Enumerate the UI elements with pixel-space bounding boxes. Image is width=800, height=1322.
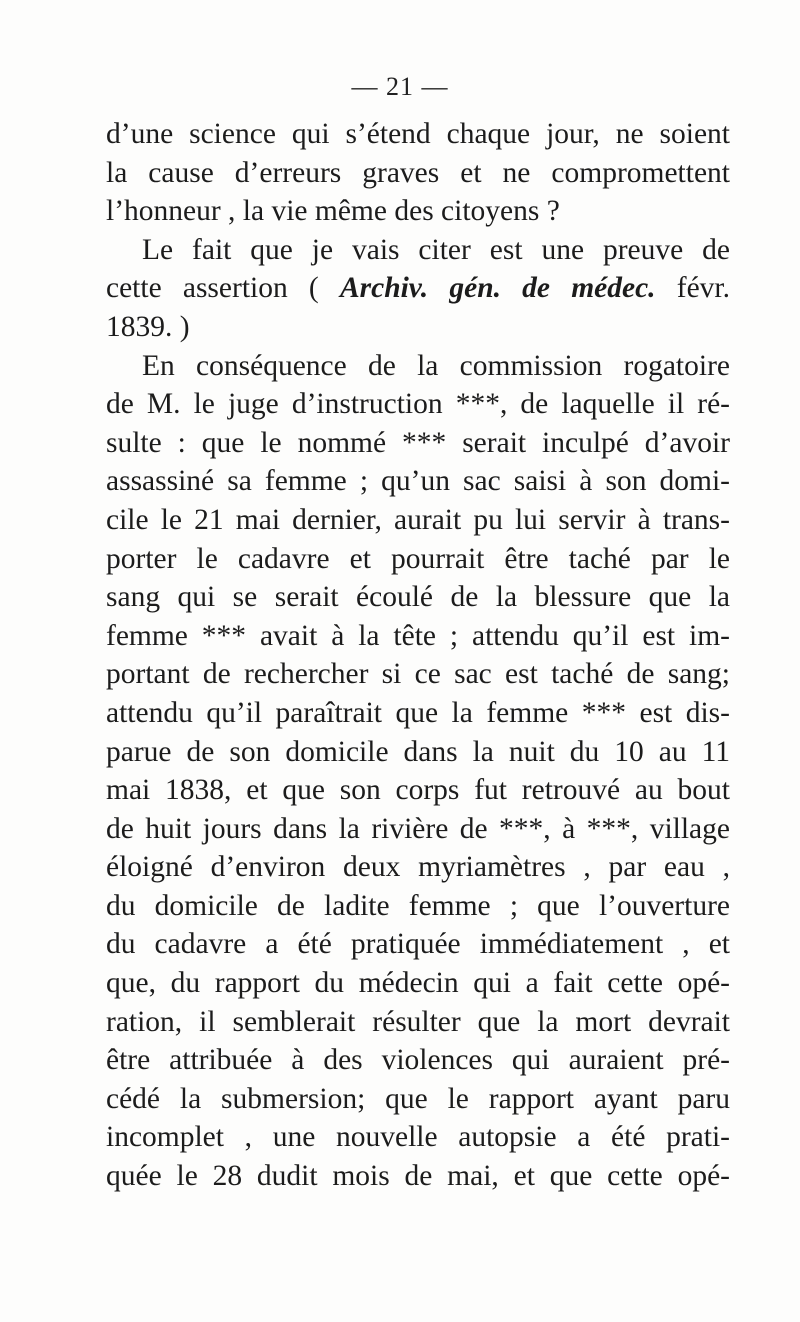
text-line-16: attendu qu’il paraîtrait que la femme *** est dis-: [106, 696, 730, 729]
text-line-24: ration, il semblerait résulter que la mort devrait: [106, 1005, 730, 1038]
text-line-18: mai 1838, et que son corps fut retrouvé au bout: [106, 774, 730, 807]
text-line-26: cédé la submersion; que le rapport ayant paru: [106, 1082, 730, 1115]
page-number: — 21 —: [351, 72, 449, 101]
text-line-28: quée le 28 dudit mois de mai, et que cette opé-: [106, 1160, 730, 1193]
body-text: [106, 115, 730, 1196]
text-line-11: cile le 21 mai dernier, aurait pu lui servir à trans-: [106, 503, 730, 536]
text-line-22: du cadavre a été pratiquée immédiatement , et: [106, 928, 730, 961]
text-line-1: d’une science qui s’étend chaque jour, ne soient: [106, 118, 730, 150]
text-line-6: 1839. ): [106, 310, 190, 343]
text-line-3: l’honneur , la vie même des citoyens ?: [106, 195, 560, 228]
text-line-15: portant de rechercher si ce sac est taché de sang;: [106, 658, 730, 691]
text-line-23: que, du rapport du médecin qui a fait cette opé-: [106, 967, 730, 1000]
text-line-14: femme *** avait à la tête ; attendu qu’il est im-: [106, 619, 730, 652]
text-line-9: sulte : que le nommé *** serait inculpé d’avoir: [106, 426, 730, 459]
text-line-12: porter le cadavre et pourrait être taché par le: [106, 542, 730, 575]
text-line-21: du domicile de ladite femme ; que l’ouverture: [106, 889, 730, 922]
text-line-7: En conséquence de la commission rogatoire: [142, 349, 730, 382]
text-line-17: parue de son domicile dans la nuit du 10 au 11: [106, 735, 730, 768]
text-line-2: la cause d’erreurs graves et ne compromettent: [106, 156, 730, 189]
text-line-13: sang qui se serait écoulé de la blessure que la: [106, 581, 730, 614]
text-line-5: cette assertion ( Archiv. gén. de médec. févr.: [106, 272, 730, 305]
journal-reference: Archiv. gén. de médec.: [339, 272, 656, 305]
text-line-19: de huit jours dans la rivière de ***, à ***, village: [106, 812, 730, 845]
text-line-27: incomplet , une nouvelle autopsie a été prati-: [106, 1121, 730, 1154]
text-line-20: éloigné d’environ deux myriamètres , par eau ,: [106, 851, 730, 884]
text-line-4: Le fait que je vais citer est une preuve de: [142, 233, 730, 266]
text-line-25: être attribuée à des violences qui auraient pré-: [106, 1044, 730, 1077]
text-line-10: assassiné sa femme ; qu’un sac saisi à son domi-: [106, 465, 730, 498]
text-line-8: de M. le juge d’instruction ***, de laquelle il ré-: [106, 388, 730, 421]
